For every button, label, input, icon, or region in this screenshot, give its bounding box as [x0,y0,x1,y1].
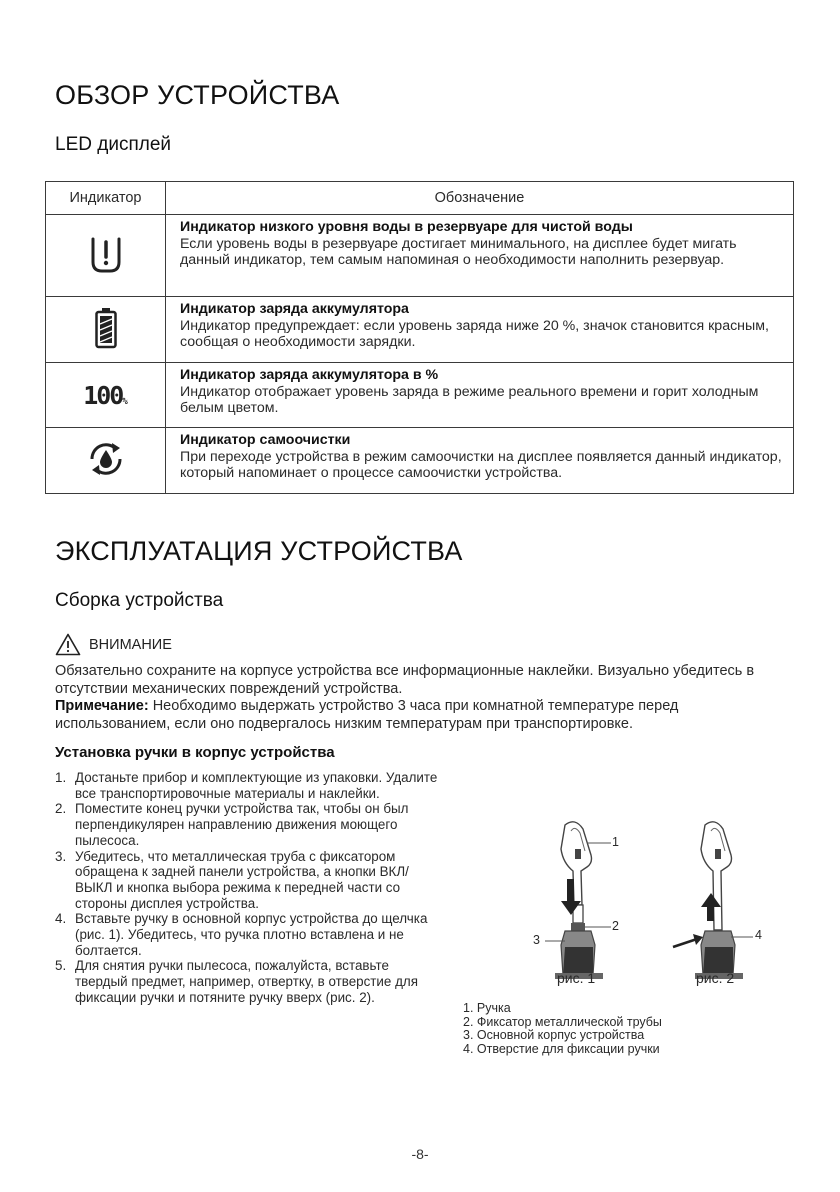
led-indicator-table [45,181,794,494]
indicator-description [166,363,794,428]
callout-3: 3 [533,933,540,947]
warning-header [55,633,172,656]
indicator-description [166,297,794,363]
list-item: 1. Достаньте прибор и комплектующие из упаковки. Удалите все транспортировочные материалы и наклейки. [55,770,438,801]
column-header-indicator: Индикатор [46,182,166,215]
callout-1: 1 [612,835,619,849]
indicator-cell [46,297,166,363]
callout-4: 4 [755,928,762,942]
assembly-steps-list [55,770,440,1006]
list-item: 4. Вставьте ручку в основной корпус устройства до щелчка (рис. 1). Убедитесь, что ручка плотно вставлена и не болтается. [55,911,428,958]
indicator-title: Индикатор заряда аккумулятора [180,301,409,317]
battery-percent-display-icon [83,381,128,410]
legend-item: 4. Отверстие для фиксации ручки [463,1041,660,1056]
table-row [46,363,794,428]
assembly-subtitle: Сборка устройства [55,590,224,611]
indicator-title: Индикатор низкого уровня воды в резервуаре для чистой воды [180,219,633,235]
indicator-description [166,428,794,494]
indicator-text: Если уровень воды в резервуаре достигает минимального, на дисплее будет мигать данный индикатор, тем самым напоминая о необходимости наполнить резервуар. [180,235,737,268]
figure-1-label: рис. 1 [557,970,596,986]
operation-title: ЭКСПЛУАТАЦИЯ УСТРОЙСТВА [55,536,463,566]
led-display-subtitle: LED дисплей [55,134,171,155]
legend-item: 1. Ручка [463,1001,511,1015]
indicator-cell [46,215,166,297]
figure-2-label: рис. 2 [696,970,735,986]
note-label: Примечание: [55,698,149,714]
indicator-title: Индикатор заряда аккумулятора в % [180,367,439,383]
display-digits: 100 [83,380,123,410]
battery-icon [94,307,118,349]
table-row [46,428,794,494]
list-item: 5. Для снятия ручки пылесоса, пожалуйста, вставьте твердый предмет, например, отвертку, в отверстие для фиксации ручки и потяните ручку вверх (рис. 2). [55,958,418,1005]
table-header-row [46,182,794,215]
warning-paragraph [55,663,790,733]
water-tank-low-icon [84,232,128,276]
legend-item: 3. Основной корпус устройства [463,1028,645,1042]
self-cleaning-icon [85,438,127,480]
indicator-title: Индикатор самоочистки [180,432,351,448]
warning-triangle-icon [55,633,81,656]
indicator-cell [46,363,166,428]
column-header-meaning: Обозначение [166,182,794,215]
callout-2: 2 [612,919,619,933]
note-paragraph [55,698,790,733]
indicator-text: Индикатор предупреждает: если уровень заряда ниже 20 %, значок становится красным, сообщая о необходимости зарядки. [180,317,769,350]
overview-title: ОБЗОР УСТРОЙСТВА [55,80,340,110]
warning-text: Обязательно сохраните на корпусе устройства все информационные наклейки. Визуально убедитесь в отсутствии механических повреждений устройства. [55,663,755,697]
list-item: 3. Убедитесь, что металлическая труба с фиксатором обращена к задней панели устройства, а кнопки ВКЛ/ВЫКЛ и кнопка выбора режима к передней части со стороны дисплея устройства. [55,848,409,911]
figure-legend [463,1002,662,1056]
indicator-text: Индикатор отображает уровень заряда в режиме реального времени и горит холодным белым цветом. [180,383,759,416]
indicator-text: При переходе устройства в режим самоочистки на дисплее появляется данный индикатор, который напоминает о процессе самоочистки устройства. [180,448,782,481]
warning-label: ВНИМАНИЕ [89,636,172,653]
table-row [46,215,794,297]
handle-remove-figure [665,815,775,995]
table-row [46,297,794,363]
page-number: -8- [411,1146,429,1162]
legend-item: 2. Фиксатор металлической трубы [463,1014,662,1029]
display-unit: % [122,396,128,407]
handle-install-heading: Установка ручки в корпус устройства [55,744,335,761]
list-item: 2. Поместите конец ручки устройства так, чтобы он был перпендикулярен направлению движения моющего пылесоса. [55,801,409,848]
indicator-description [166,215,794,297]
note-text: Необходимо выдержать устройство 3 часа при комнатной температуре перед использованием, если оно подвергалось низким температурам при транспортировке. [55,698,679,732]
indicator-cell [46,428,166,494]
